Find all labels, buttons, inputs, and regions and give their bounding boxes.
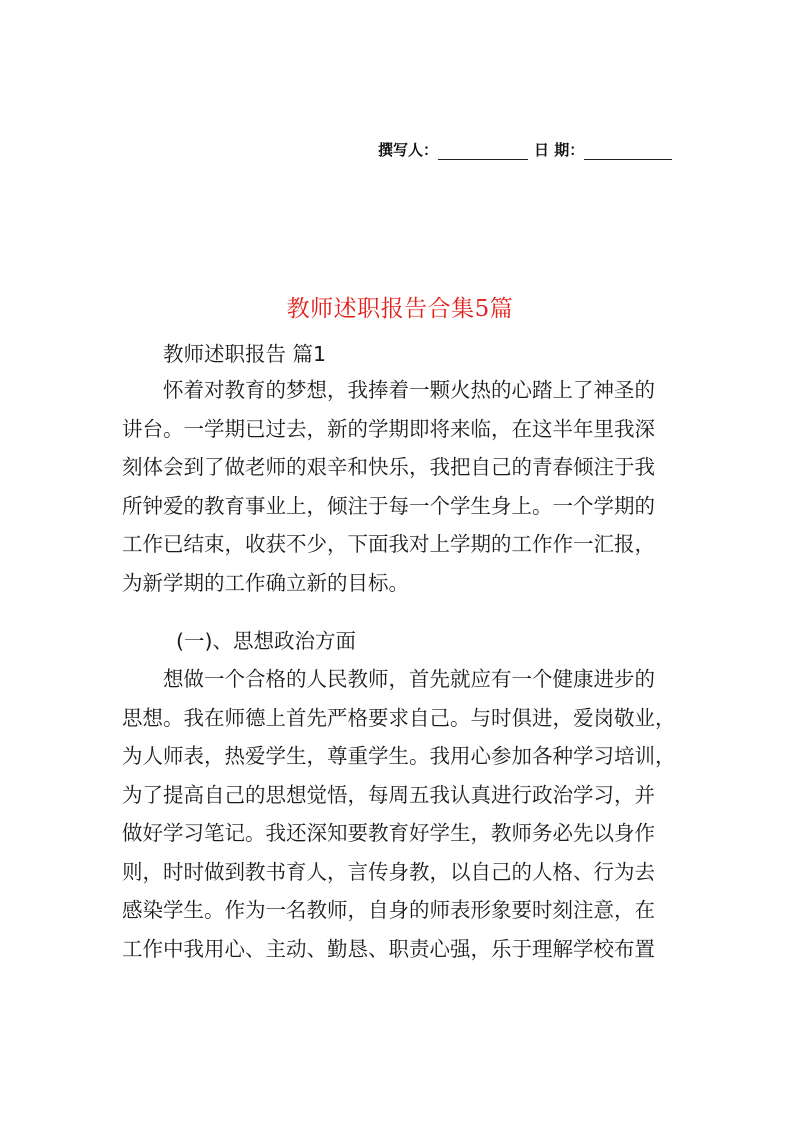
paragraph-line: 则，时时做到教书育人，言传身教，以自己的人格、行为去 (122, 859, 655, 884)
paragraph-line: 刻体会到了做老师的艰辛和快乐，我把自己的青春倾注于我 (122, 455, 655, 479)
paragraph-line: 思想。我在师德上首先严格要求自己。与时俱进，爱岗敬业， (122, 705, 676, 730)
paragraph-line: 工作中我用心、主动、勤恳、职责心强，乐于理解学校布置 (122, 936, 655, 961)
paragraph-line: 工作已结束，收获不少，下面我对上学期的工作作一汇报， (122, 532, 655, 556)
author-date-header (378, 139, 683, 163)
paragraph-intro (122, 371, 684, 602)
paragraph-line: 做好学习笔记。我还深知要教育好学生，教师务必先以身作 (122, 821, 655, 845)
document-title: 教师述职报告合集5篇 (286, 296, 514, 322)
section-heading: (一)、思想政治方面 (176, 629, 356, 653)
paragraph-line: 想做一个合格的人民教师，首先就应有一个健康进步的 (163, 667, 655, 691)
paragraph-political (122, 660, 684, 968)
paragraph-line: 为新学期的工作确立新的目标。 (122, 570, 409, 595)
author-blank-line (438, 145, 528, 160)
paragraph-line: 所钟爱的教育事业上，倾注于每一个学生身上。一个学期的 (122, 493, 655, 518)
paragraph-line: 为人师表，热爱学生，尊重学生。我用心参加各种学习培训， (122, 744, 676, 768)
date-label: 日 期： (534, 141, 585, 159)
paragraph-line: 感染学生。作为一名教师，自身的师表形象要时刻注意，在 (122, 898, 655, 922)
paragraph-line: 讲台。一学期已过去，新的学期即将来临，在这半年里我深 (122, 416, 655, 441)
date-blank-line (584, 145, 672, 160)
report-subtitle: 教师述职报告 篇1 (163, 342, 327, 366)
paragraph-line: 为了提高自己的思想觉悟，每周五我认真进行政治学习，并 (122, 782, 655, 807)
author-label: 撰写人： (378, 141, 439, 159)
paragraph-line: 怀着对教育的梦想，我捧着一颗火热的心踏上了神圣的 (163, 378, 655, 402)
